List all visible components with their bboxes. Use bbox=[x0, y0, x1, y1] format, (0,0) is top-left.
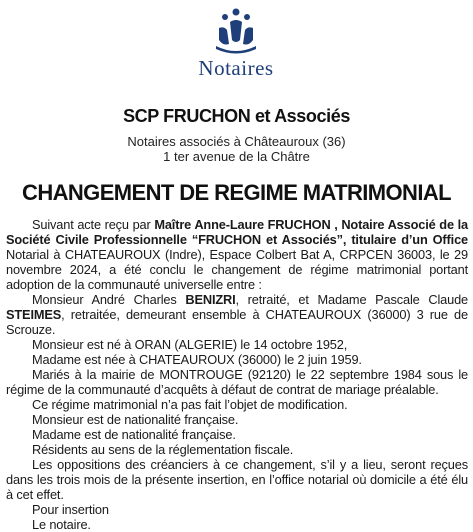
firm-name: SCP FRUCHON et Associés bbox=[123, 106, 350, 126]
spouse-2-prefix: , retraité, et Madame Pascale Claude bbox=[235, 292, 469, 307]
paragraph-deed bbox=[6, 217, 468, 292]
notaires-logo bbox=[186, 6, 286, 88]
notaires-wordmark: Notaires bbox=[198, 56, 274, 80]
line-nationality-wife: Madame est de nationalité française. bbox=[32, 427, 236, 442]
notice-title: CHANGEMENT DE REGIME MATRIMONIAL bbox=[22, 180, 451, 205]
line-birth-husband: Monsieur est né à ORAN (ALGERIE) le 14 octobre 1952, bbox=[32, 337, 348, 352]
line-pour-insertion: Pour insertion bbox=[32, 502, 109, 517]
deed-intro-text: Suivant acte reçu par bbox=[32, 217, 155, 232]
firm-address: 1 ter avenue de la Châtre bbox=[163, 149, 310, 164]
notice-body bbox=[6, 217, 468, 532]
line-tax-residence: Résidents au sens de la réglementation fiscale. bbox=[32, 442, 294, 457]
spouse-1-surname: BENIZRI bbox=[185, 292, 236, 307]
spouse-1-prefix: Monsieur André Charles bbox=[32, 292, 186, 307]
line-birth-wife: Madame est née à CHATEAUROUX (36000) le 2 juin 1959. bbox=[32, 352, 362, 367]
spouse-2-surname: STEIMES bbox=[6, 307, 62, 322]
firm-subtitle: Notaires associés à Châteauroux (36) bbox=[127, 134, 346, 149]
deed-details-text: Notarial à CHATEAUROUX (Indre), Espace Colbert Bat A, CRPCEN 36003, le 29 novembre 2024, a été conclu le changement de régime matrimonial portant adoption de la communauté universelle entre : bbox=[6, 247, 468, 292]
notaires-emblem-icon bbox=[210, 6, 262, 54]
spouses-address: , retraitée, demeurant ensemble à CHATEAUROUX (36000) 3 rue de Scrouze. bbox=[6, 307, 468, 337]
notary-name: Maître Anne-Laure FRUCHON , Notaire Associé de la Société Civile Professionnelle “FRUCHON et Associés”, titulaire d’un Office bbox=[6, 217, 468, 247]
paragraph-spouses bbox=[6, 292, 468, 337]
line-no-modification: Ce régime matrimonial n’a pas fait l’objet de modification. bbox=[32, 397, 348, 412]
line-nationality-husband: Monsieur est de nationalité française. bbox=[32, 412, 239, 427]
paragraph-marriage: Mariés à la mairie de MONTROUGE (92120) le 22 septembre 1984 sous le régime de la communauté d’acquêts à défaut de contrat de mariage préalable. bbox=[6, 367, 468, 397]
line-signature: Le notaire. bbox=[32, 517, 91, 532]
paragraph-opposition: Les oppositions des créanciers à ce changement, s’il y a lieu, seront reçues dans les trois mois de la présente insertion, en l’office notarial où domicile a été élu à cet effet. bbox=[6, 457, 468, 502]
